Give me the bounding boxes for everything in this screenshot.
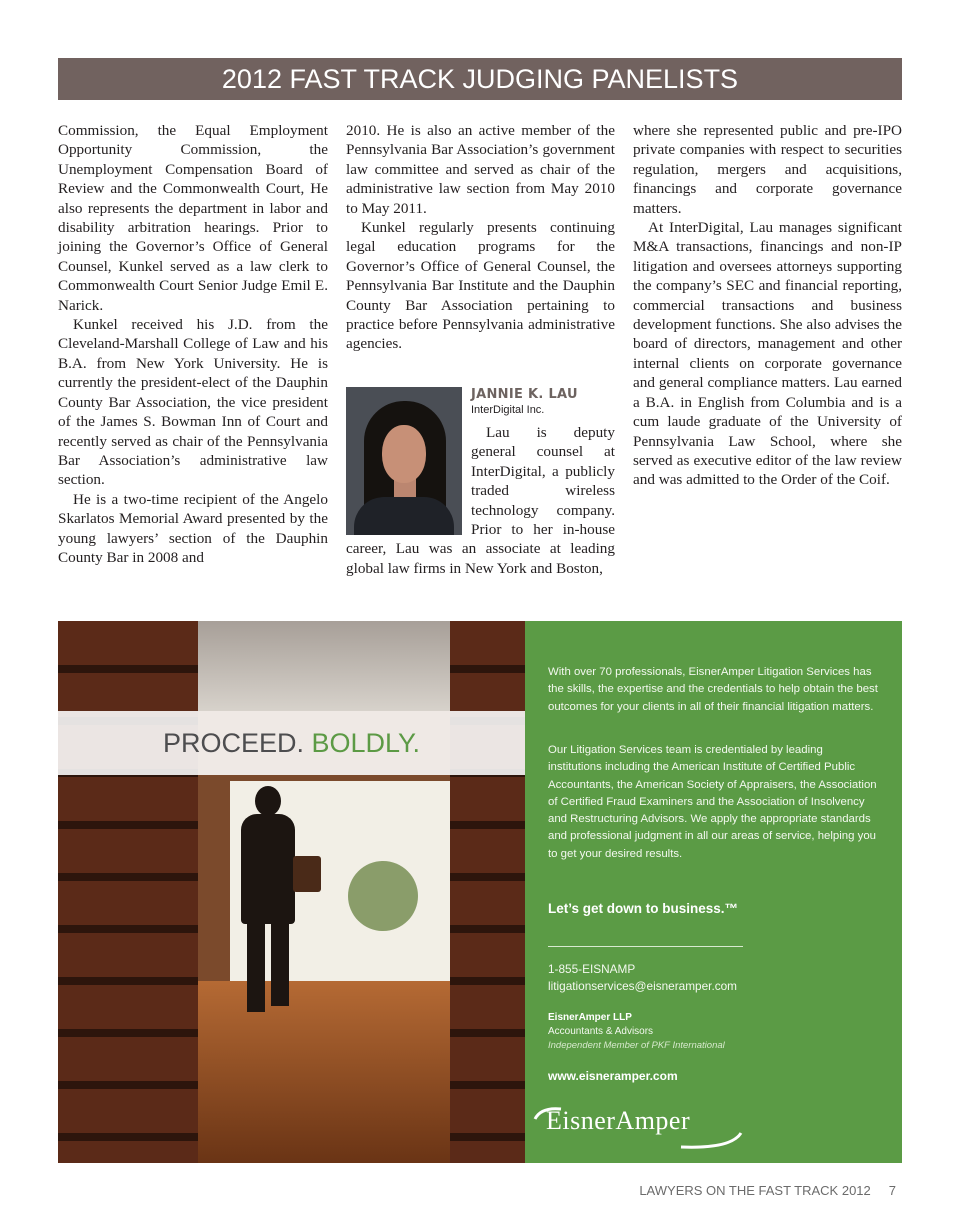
ad-email: litigationservices@eisneramper.com	[548, 979, 738, 993]
paragraph: Commission, the Equal Employment Opportunity Commission, the Unemployment Compensation Board of Review and the Commonwealth Court, He also represents the department in labor and disability arbitration hearings. Prior to joining the Governor’s Office of General Counsel, Kunkel served as a law clerk to Commonwealth Court Senior Judge Emil E. Narick.	[58, 122, 328, 314]
ad-paragraph-1: With over 70 professionals, EisnerAmper Litigation Services has the skills, the expertise and the credentials to help obtain the best outcomes for your clients in all of their financial litigation matters.	[548, 666, 878, 713]
logo-wordmark: EisnerAmper	[546, 1106, 691, 1135]
ad-firm-name: EisnerAmper LLP	[548, 1012, 632, 1023]
ad-firm-membership: Independent Member of PKF International	[548, 1040, 725, 1051]
divider	[548, 946, 743, 947]
profile-photo	[346, 387, 462, 535]
ad-headline-part-2: BOLDLY.	[311, 728, 421, 758]
walking-man-figure	[233, 786, 303, 1016]
publication-title: LAWYERS ON THE FAST TRACK 2012	[639, 1183, 871, 1198]
page-number: 7	[888, 1183, 896, 1198]
paragraph: At InterDigital, Lau manages significant M&A transactions, financings and non-IP litigation and oversees attorneys supporting the company’s SEC and financial reporting, commercial transactions and business development functions. She also advises the board of directors, management and other internal clients on corporate governance and general compliance matters. Lau earned a B.A. in English from Columbia and is a cum laude graduate of the University of Pennsylvania Law School, where she served as executive editor of the law review and was admitted to the Order of the Coif.	[633, 219, 902, 489]
paragraph: Kunkel regularly presents continuing legal education programs for the Governor’s Office of General Counsel, the Pennsylvania Bar Institute and the Dauphin County Bar Association pertaining to practice before Pennsylvania administrative agencies.	[346, 219, 615, 353]
ad-website: www.eisneramper.com	[548, 1069, 678, 1083]
paragraph: 2010. He is also an active member of the Pennsylvania Bar Association’s government law committee and served as chair of the administrative law section from May 2010 to May 2011.	[346, 122, 615, 217]
paragraph: Lau is deputy general counsel at InterDigital, a publicly traded wireless technology company. Prior to her in-house career, Lau was an associate at leading global law firms in New York and Boston,	[346, 423, 615, 577]
paragraph: Kunkel received his J.D. from the Cleveland-Marshall College of Law and his B.A. from New York University. He is currently the president-elect of the Dauphin County Bar Association, the vice president of the James S. Bowman Inn of Court and recently served as chair of the Pennsylvania Bar Association’s administrative law section.	[58, 316, 328, 489]
ad-tagline: Let’s get down to business.™	[548, 901, 739, 916]
eisneramper-advertisement	[58, 621, 902, 1163]
ad-phone: 1-855-EISNAMP	[548, 962, 636, 976]
profile-name: JANNIE K. LAU	[471, 386, 578, 402]
ad-headline	[58, 711, 525, 775]
text-column-3	[633, 121, 902, 490]
ad-photo-library	[58, 621, 525, 1163]
profile-company: InterDigital Inc.	[471, 403, 545, 416]
ad-text-panel	[525, 621, 902, 1163]
text-column-2	[346, 121, 615, 578]
eisneramper-logo	[531, 1103, 751, 1151]
paragraph: where she represented public and pre-IPO private companies with respect to securities regulation, mergers and acquisitions, financings and corporate governance matters.	[633, 122, 902, 217]
paragraph: He is a two-time recipient of the Angelo Skarlatos Memorial Award presented by the young lawyers’ section of the Dauphin County Bar in 2008 and	[58, 490, 328, 566]
ad-headline-part-1: PROCEED.	[162, 728, 304, 758]
ad-paragraph-2: Our Litigation Services team is credentialed by leading institutions including the American Institute of Certified Public Accountants, the American Society of Appraisers, the Association of Certified Fraud Examiners and the Association of Insolvency and Restructuring Advisors. We apply the appropriate standards and professional judgment in all our areas of service, helping you to get your desired results.	[548, 744, 877, 860]
page-footer	[639, 1183, 896, 1198]
section-banner: 2012 FAST TRACK JUDGING PANELISTS	[58, 58, 902, 100]
ad-firm-subtitle: Accountants & Advisors	[548, 1026, 654, 1037]
text-column-1	[58, 121, 328, 567]
